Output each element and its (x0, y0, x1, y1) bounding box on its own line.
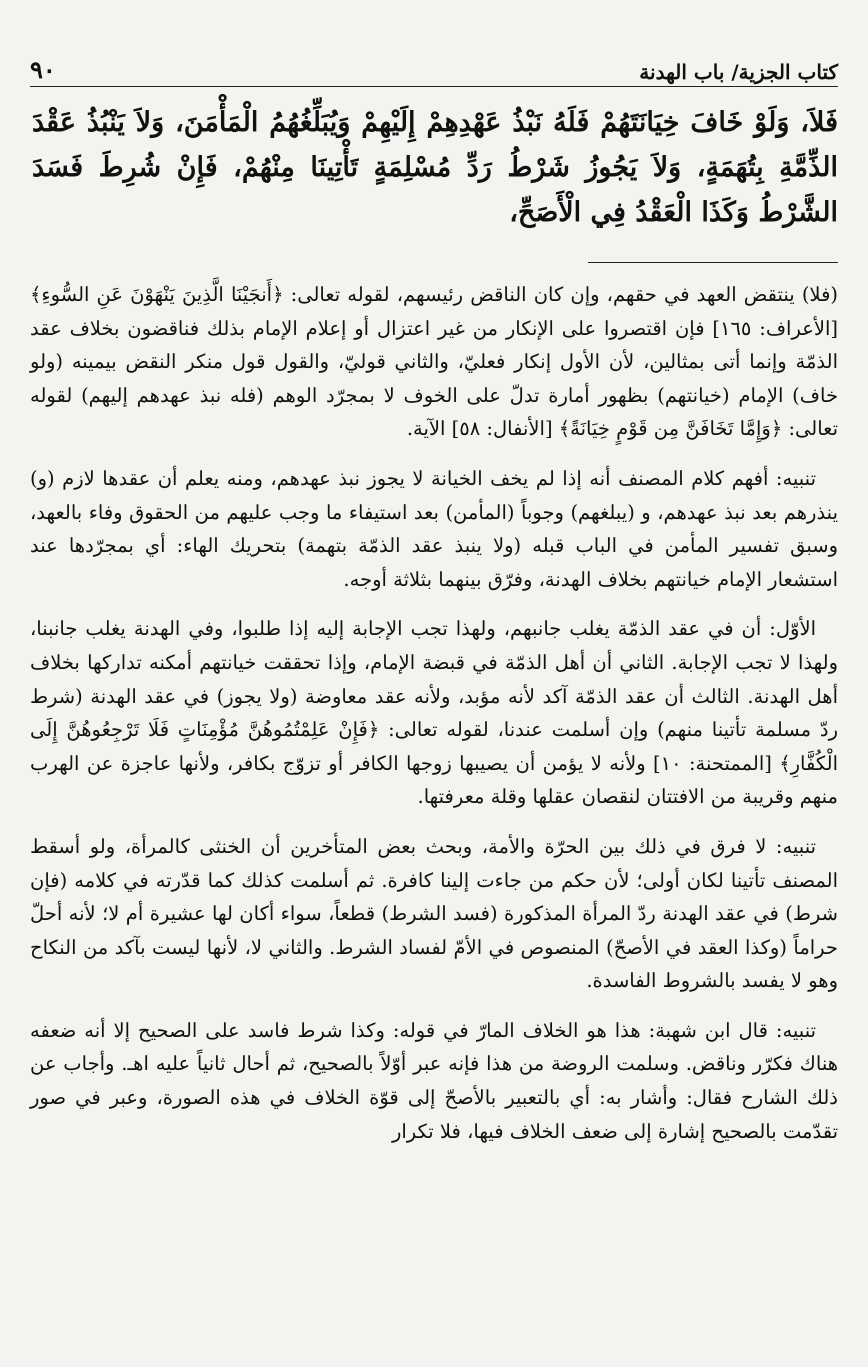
chapter-title: كتاب الجزية/ باب الهدنة (639, 60, 838, 84)
matn-text: فَلاَ، وَلَوْ خَافَ خِيَانَتَهُمْ فَلَهُ نَبْذُ عَهْدِهِمْ إِلَيْهِمْ وَيُبَلِّغُهُمُ الْمَأْمَنَ، وَلاَ يَنْبُذُ عَقْدَ الذِّمَّةِ بِتُهَمَةٍ، وَلاَ يَجُوزُ شَرْطُ رَدِّ مُسْلِمَةٍ تَأْتِينَا مِنْهُمْ، فَإِنْ شُرِطَ فَسَدَ الشَّرْطُ وَكَذَا الْعَقْدُ فِي الْأَصَحِّ، (32, 107, 838, 228)
sharh-paragraph: تنبيه: قال ابن شهبة: هذا هو الخلاف المارّ في قوله: وكذا شرط فاسد على الصحيح إلا أنه ضعفه هناك فكرّر وناقض. وسلمت الروضة من هذا فإنه عبر أوّلاً بالصحيح، ثم أحال ثانياً عليه اهـ. وأجاب عن ذلك الشارح فقال: وأشار به: أي بالتعبير بالأصحّ إلى قوّة الخلاف في هذه الصورة، وعبر في صور تقدّمت بالصحيح إشارة إلى ضعف الخلاف فيها، فلا تكرار (30, 1018, 838, 1143)
sharh-paragraph: (فلا) ينتقض العهد في حقهم، وإن كان الناقض رئيسهم، لقوله تعالى: ﴿أَنجَيْنَا الَّذِينَ يَنْهَوْنَ عَنِ السُّوءِ﴾ [الأعراف: ١٦٥] فإن اقتصروا على الإنكار من غير اعتزال أو إعلام الإمام بذلك فناقضون بخلاف عقد الذمّة وإنما أتى بمثالين، لأن الأول إنكار فعليّ، والثاني قوليّ، والقول قول منكر النقض بيمينه (ولو خاف) الإمام (خيانتهم) بظهور أمارة تدلّ على الخوف لا بمجرّد الوهم (فله نبذ عهدهم إليهم) لقوله تعالى: ﴿وَإِمَّا تَخَافَنَّ مِن قَوْمٍ خِيَانَةً﴾ [الأنفال: ٥٨] الآية. (30, 283, 838, 441)
sharh-paragraph: الأوّل: أن في عقد الذمّة يغلب جانبهم، ولهذا تجب الإجابة إليه إذا طلبوا، وفي الهدنة يغلب جانبنا، ولهذا لا تجب الإجابة. الثاني أن أهل الذمّة في قبضة الإمام، وإذا تحققت خيانتهم أمكنه تداركها بخلاف أهل الهدنة. الثالث أن عقد الذمّة آكد لأنه مؤبد، ولأنه عقد معاوضة (ولا يجوز) في عقد الهدنة (شرط ردّ مسلمة تأتينا منهم) وإن أسلمت عندنا، لقوله تعالى: ﴿فَإِنْ عَلِمْتُمُوهُنَّ مُؤْمِنَاتٍ فَلَا تَرْجِعُوهُنَّ إِلَى الْكُفَّارِ﴾ [الممتحنة: ١٠] ولأنه لا يؤمن أن يصيبها زوجها الكافر أو تزوّج بكافر، ولأنها عاجزة عن الهرب منهم وقريبة من الافتتان لنقصان عقلها وقلة معرفتها. (30, 617, 838, 809)
page-number: ٩٠ (30, 55, 56, 84)
sharh-commentary (30, 278, 838, 1164)
sharh-paragraph: تنبيه: لا فرق في ذلك بين الحرّة والأمة، وبحث بعض المتأخرين أن الخنثى كالمرأة، ولو أسقط المصنف تأتينا لكان أولى؛ لأن حكم من جاءت إلينا كافرة. ثم أسلمت كذلك كما قدّرته في كلامه (فإن شرط) في عقد الهدنة ردّ المرأة المذكورة (فسد الشرط) قطعاً، سواء أكان لها عشيرة أم لا؛ لأنه أحلّ حراماً (وكذا العقد في الأصحّ) المنصوص في الأمّ لفساد الشرط. والثاني لا، لأنها ليست بآكد من النكاح وهو لا يفسد بالشروط الفاسدة. (30, 834, 839, 993)
running-header (30, 50, 838, 87)
sharh-paragraph: تنبيه: أفهم كلام المصنف أنه إذا لم يخف الخيانة لا يجوز نبذ عهدهم، ومنه يعلم أن عقدها لازم (و) ينذرهم بعد نبذ عهدهم، و (يبلغهم) وجوباً (المأمن) بعد استيفاء ما وجب عليهم من الحقوق وفاء بالعهد، وسبق تفسير المأمن في الباب قبله (ولا ينبذ عقد الذمّة بتهمة) بتحريك الهاء: أي بمجرّدها عند استشعار الإمام خيانتهم بخلاف الهدنة، وفرّق بينهما بثلاثة أوجه. (30, 466, 838, 591)
separator-rule (588, 262, 838, 263)
